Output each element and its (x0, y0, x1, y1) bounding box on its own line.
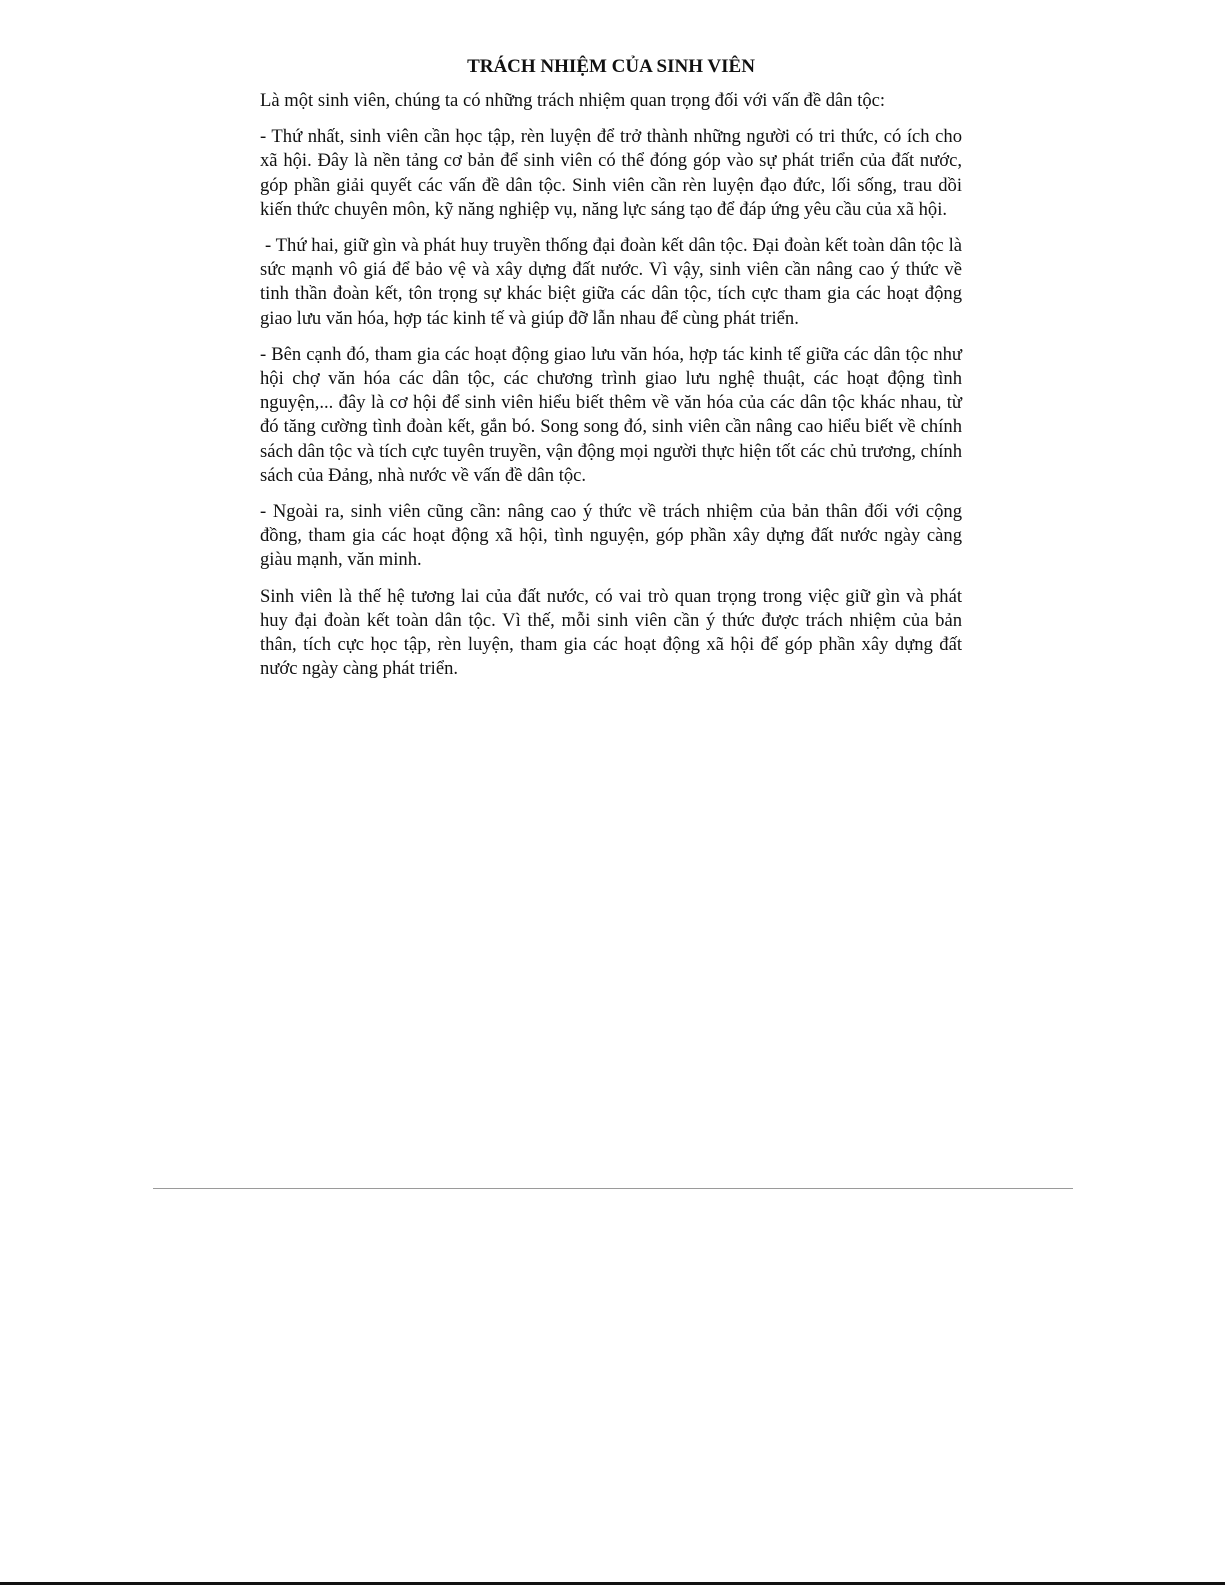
additional-responsibility-paragraph: - Ngoài ra, sinh viên cũng cần: nâng cao ý thức về trách nhiệm của bản thân đối với cộng đồng, tham gia các hoạt động xã hội, tình nguyện, góp phần xây dựng đất nước ngày càng giàu mạnh, văn minh. (260, 501, 962, 571)
second-responsibility-paragraph: - Thứ hai, giữ gìn và phát huy truyền thống đại đoàn kết dân tộc. Đại đoàn kết toàn dân tộc là sức mạnh vô giá để bảo vệ và xây dựng đất nước. Vì vậy, sinh viên cần nâng cao ý thức về tinh thần đoàn kết, tôn trọng sự khác biệt giữa các dân tộc, tích cực tham gia các hoạt động giao lưu văn hóa, hợp tác kinh tế và giúp đỡ lẫn nhau để cùng phát triển. (260, 235, 962, 329)
document-title: TRÁCH NHIỆM CỦA SINH VIÊN (467, 56, 755, 77)
first-responsibility-paragraph: - Thứ nhất, sinh viên cần học tập, rèn luyện để trở thành những người có tri thức, có ích cho xã hội. Đây là nền tảng cơ bản để sinh viên có thể đóng góp vào sự phát triển của đất nước, góp phần giải quyết các vấn đề dân tộc. Sinh viên cần rèn luyện đạo đức, lối sống, trau dồi kiến thức chuyên môn, kỹ năng nghiệp vụ, năng lực sáng tạo để đáp ứng yêu cầu của xã hội. (260, 126, 962, 220)
conclusion-paragraph: Sinh viên là thế hệ tương lai của đất nước, có vai trò quan trọng trong việc giữ gìn và phát huy đại đoàn kết toàn dân tộc. Vì thế, mỗi sinh viên cần ý thức được trách nhiệm của bản thân, tích cực học tập, rèn luyện, tham gia các hoạt động xã hội để góp phần xây dựng đất nước ngày càng phát triển. (260, 585, 962, 680)
document-body (260, 89, 962, 693)
page-divider (153, 1188, 1073, 1189)
cultural-exchange-paragraph: - Bên cạnh đó, tham gia các hoạt động giao lưu văn hóa, hợp tác kinh tế giữa các dân tộc như hội chợ văn hóa các dân tộc, các chương trình giao lưu nghệ thuật, các hoạt động tình nguyện,... đây là cơ hội để sinh viên hiểu biết thêm về văn hóa của các dân tộc khác nhau, từ đó tăng cường tình đoàn kết, gắn bó. Song song đó, sinh viên cần nâng cao hiểu biết về chính sách dân tộc và tích cực tuyên truyền, vận động mọi người thực hiện tốt các chủ trương, chính sách của Đảng, nhà nước về vấn đề dân tộc. (260, 343, 962, 486)
intro-paragraph: Là một sinh viên, chúng ta có những trách nhiệm quan trọng đối với vấn đề dân tộc: (260, 90, 886, 111)
